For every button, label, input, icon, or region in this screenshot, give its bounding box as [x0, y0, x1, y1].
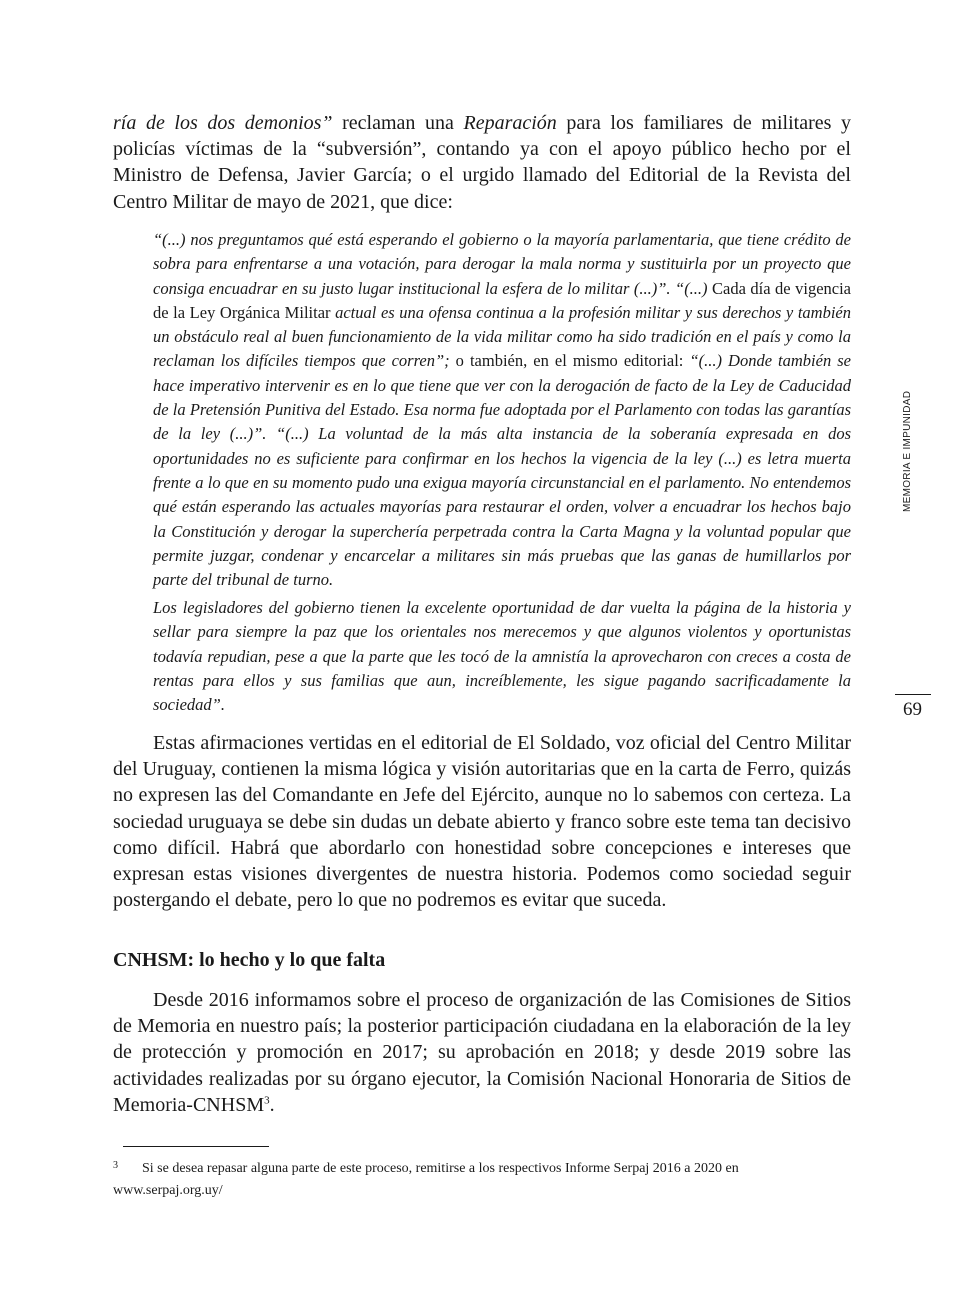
- block-quote-1: [153, 228, 851, 592]
- block-quote-2: Los legisladores del gobierno tienen la excelente oportunidad de dar vuelta la página de la historia y sellar para siempre la paz que los orientales nos merecemos y que algunos violentos y oportunistas todavía repudian, pese a que la parte que les tocó de la amnistía la aprovecharon con creces a costa de rentas para ellos y sus familias que aun, increíblemente, les sigue pagando sacrificadamente la sociedad”.: [153, 598, 851, 715]
- paragraph-2-text: Desde 2016 informamos sobre el proceso de organización de las Comisiones de Sitios de Memoria en nuestro país; la posterior participación ciudadana en la elaboración de la ley de protección y promoción en 2017; su aprobación en 2018; y desde 2019 sobre las actividades realizadas por su órgano ejecutor, la Comisión Nacional Honoraria de Sitios de Memoria-CNHSM: [113, 989, 851, 1116]
- footnote-reference: 3: [264, 1094, 270, 1107]
- intro-italic-word: Reparación: [463, 112, 557, 134]
- quote-1-roman-1: Cada día de vigencia de la Ley Orgánica Militar: [153, 278, 852, 322]
- page-number-rule: [895, 694, 931, 695]
- paragraph-2: [113, 987, 851, 1118]
- quote-1-italic-1: “(...) nos preguntamos qué está esperando el gobierno o la mayoría parlamentaria, que tiene crédito de sobra para enfrentarse a una votación, para derogar la mala norma y sustituirla por un proyecto que consiga encuadrar en su justo lugar institucional la esfera de lo militar (...)”. “(...): [153, 230, 851, 298]
- footnote-text: Si se desea repasar alguna parte de este proceso, remitirse a los respectivos Informe Serpaj 2016 a 2020 en www.serpaj.org.uy/: [113, 1161, 739, 1198]
- paragraph-2-end: .: [269, 1093, 275, 1116]
- quote-1-italic-3: “(...) Donde también se hace imperativo intervenir es en lo que tiene que ver con la derogación de facto de la Ley de Caducidad de la Pretensión Punitiva del Estado. Esa norma fue adoptada por el Parlamento con todas las garantías de la ley (...)”. “(...) La voluntad de la más alta instancia de la soberanía expresada en dos oportunidades no es suficiente para confirmar en los hechos la vigencia de la ley (...) es letra muerta frente a lo que en su momento pudo una exigua mayoría circunstancial en el parlamento. No entendemos qué están esperando las actuales mayorías para restaurar el orden, volver a encuadrar los hechos bajo la Constitución y derogar la superchería perpetrada contra la Carta Magna y la voluntad popular que permite juzgar, condenar y encarcelar a militares sin más pruebas que las ganas de humillarlos por parte del tribunal de turno.: [153, 351, 852, 590]
- quote-1-roman-2: o también, en el mismo editorial:: [449, 351, 690, 371]
- footnote: [113, 1155, 851, 1202]
- section-heading: CNHSM: lo hecho y lo que falta: [113, 949, 386, 971]
- intro-paragraph: [113, 110, 851, 215]
- paragraph-1: Estas afirmaciones vertidas en el editorial de El Soldado, voz oficial del Centro Militar del Uruguay, contienen la misma lógica y visión autoritarias que en la carta de Ferro, quizás no expresen las del Comandante en Jefe del Ejército, aunque no lo sabemos con certeza. La sociedad uruguaya se debe sin dudas un debate abierto y franco sobre este tema tan decisivo como difícil. Habrá que abordarlo con honestidad sobre concepciones e intereses que expresan estas visiones divergentes de nuestra historia. Podemos como sociedad seguir postergando el debate, pero lo que no podremos es evitar que suceda.: [113, 732, 851, 912]
- running-header: MEMORIA E IMPUNIDAD: [902, 390, 913, 512]
- page-number: 69: [903, 699, 922, 720]
- intro-text-1: reclaman una: [332, 112, 464, 134]
- intro-italic-lead: ría de los dos demonios”: [113, 112, 333, 134]
- quote-1-italic-2: actual es una ofensa continua a la profesión militar y sus derechos y también un obstáculo real al buen funcionamiento de la vida militar como ha sido tradición en el país y como la reclaman los difíciles tiempos que corren”;: [153, 302, 851, 371]
- footnote-number: 3: [113, 1160, 118, 1171]
- footnote-rule: [123, 1146, 269, 1147]
- intro-text-2: para los familiares de militares y policías víctimas de la “subversión”, contando ya con el apoyo público hecho por el Ministro de Defensa, Javier García; o el urgido llamado del Editorial de la Revista del Centro Militar de mayo de 2021, que dice:: [113, 112, 851, 213]
